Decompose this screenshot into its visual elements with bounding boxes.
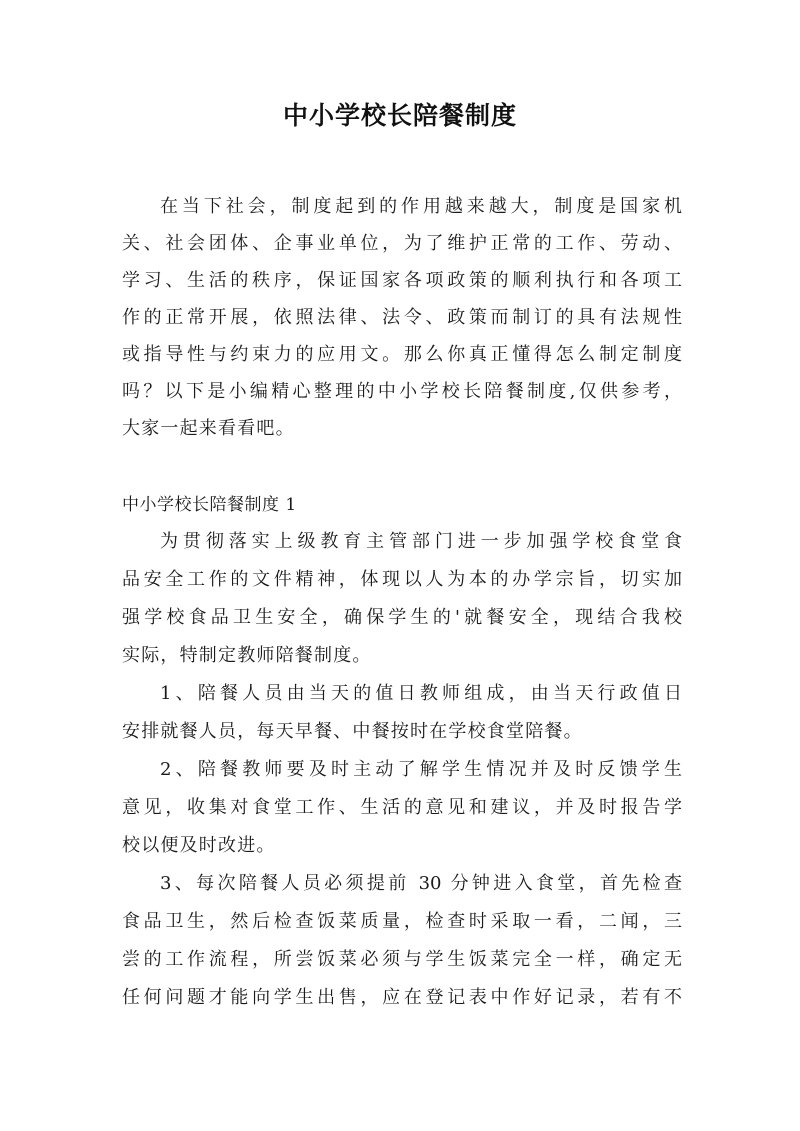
intro-line: 吗？以下是小编精心整理的中小学校长陪餐制度,仅供参考， [122, 381, 682, 402]
intro-line: 或指导性与约束力的应用文。那么你真正懂得怎么制定制度 [122, 344, 682, 365]
document-title: 中小学校长陪餐制度 [282, 101, 517, 130]
intro-line: 大家一起来看看吧。 [122, 418, 295, 439]
section-line: 品安全工作的文件精神，体现以人为本的办学宗旨，切实加 [122, 569, 682, 590]
intro-line: 在当下社会，制度起到的作用越来越大，制度是国家机 [160, 196, 682, 217]
rule-item-line: 安排就餐人员，每天早餐、中餐按时在学校食堂陪餐。 [122, 721, 583, 742]
intro-line: 关、社会团体、企事业单位，为了维护正常的工作、劳动、 [122, 233, 682, 254]
rule-item-line: 校以便及时改进。 [122, 835, 276, 856]
rule-item-line: 任何问题才能向学生出售，应在登记表中作好记录，若有不 [122, 987, 682, 1008]
rule-item-line: 1、陪餐人员由当天的值日教师组成，由当天行政值日 [160, 683, 682, 704]
section-line: 强学校食品卫生安全，确保学生的'就餐安全，现结合我校 [122, 607, 682, 628]
rule-item-line: 2、陪餐教师要及时主动了解学生情况并及时反馈学生 [160, 759, 682, 780]
rule-item-line: 尝的工作流程，所尝饭菜必须与学生饭菜完全一样，确定无 [122, 949, 682, 970]
intro-line: 作的正常开展，依照法律、法令、政策而制订的具有法规性 [122, 307, 682, 328]
intro-line: 学习、生活的秩序，保证国家各项政策的顺利执行和各项工 [122, 270, 682, 291]
section-line: 实际，特制定教师陪餐制度。 [122, 645, 372, 666]
rule-item-line: 食品卫生，然后检查饭菜质量，检查时采取一看，二闻，三 [122, 911, 682, 932]
rule-item-line: 意见，收集对食堂工作、生活的意见和建议，并及时报告学 [122, 797, 682, 818]
rule-item-line: 3、每次陪餐人员必须提前 30 分钟进入食堂，首先检查 [160, 873, 682, 894]
section-heading: 中小学校长陪餐制度 1 [122, 495, 297, 515]
section-line: 为贯彻落实上级教育主管部门进一步加强学校食堂食 [160, 531, 682, 552]
